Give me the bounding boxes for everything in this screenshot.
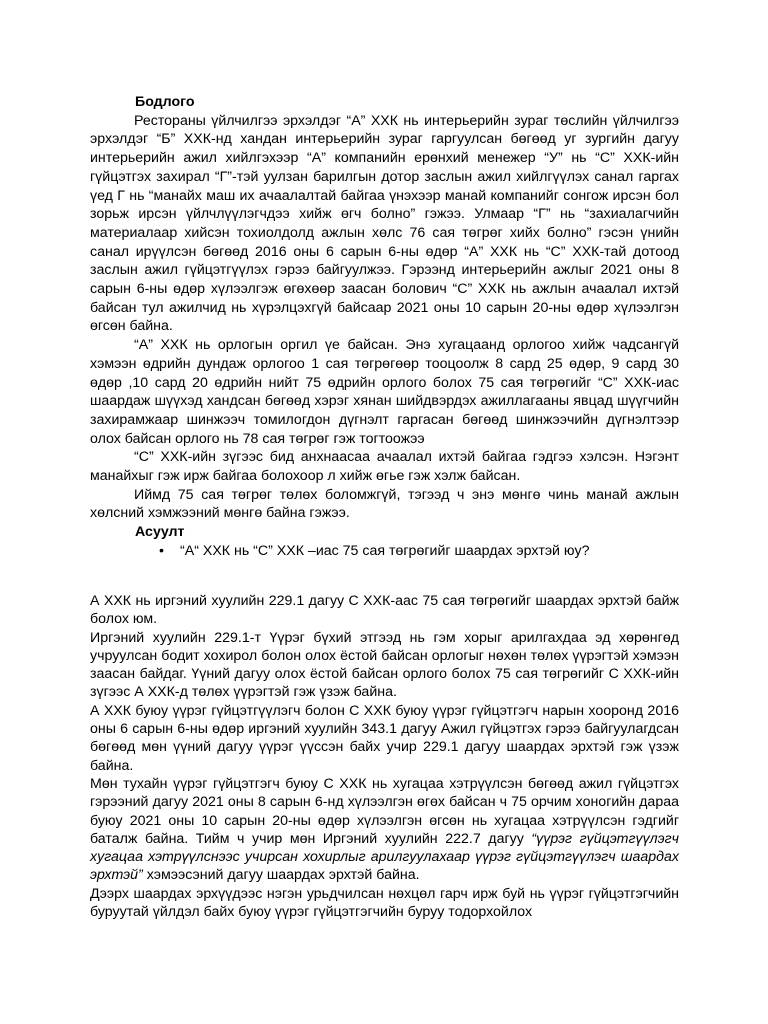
question-heading: Асуулт [135, 524, 185, 541]
answer-paragraph: Дээрх шаардах эрхүүдээс нэгэн урьдчилсан нөхцөл гарч ирж буй нь үүрэг гүйцэтгэгчийн буруутай үйлдэл байх буюу үүрэг гүйцэтгэгчийн буруу тодорхойлох [90, 885, 679, 921]
question-item [159, 542, 679, 561]
question-text: “А“ ХХК нь “С” ХХК –иас 75 сая төгрөгийг шаардах эрхтэй юу? [180, 542, 590, 559]
answer-paragraph: А ХХК буюу үүрэг гүйцэтгүүлэгч болон С ХХК буюу үүрэг гүйцэтгэгч нарын хооронд 2016 оны 6 сарын 6-ны өдөр иргэний хуулийн 343.1 дагуу Ажил гүйцэтгэх гэрээ байгуулагдсан бөгөөд мөн үүний дагуу үүрэг үүссэн байх учир 229.1 дагуу шаардах эрхтэй гэж үзэж байна. [90, 702, 679, 774]
problem-section [90, 93, 679, 561]
problem-paragraph: “С” ХХК-ийн зүгээс бид анхнаасаа ачаалал ихтэй байгаа гэдгээ хэлсэн. Нэгэнт манайхыг гэж ирж байгаа болохоор л хийж өгье гэж хэлж байсан. [90, 449, 679, 485]
bullet-icon: • [159, 542, 164, 559]
answer-text: хэмээсэний дагуу шаардах эрхтэй байна. [142, 867, 420, 884]
problem-heading: Бодлого [135, 94, 195, 110]
answer-paragraph: А ХХК нь иргэний хуулийн 229.1 дагуу С ХХК-аас 75 сая төгрөгийг шаардах эрхтэй байж болох юм. [90, 593, 679, 628]
problem-paragraph: Иймд 75 сая төгрөг төлөх боломжгүй, тэгээд ч энэ мөнгө чинь манай ажлын хөлсний хэмжээний мөнгө байна гэжээ. [90, 486, 679, 522]
answer-paragraph: Иргэний хуулийн 229.1-т Үүрэг бүхий этгээд нь гэм хорыг арилгахдаа эд хөрөнгөд учруулсан бодит хохирол болон олох ёстой байсан орлогыг нөхөн төлөх үүрэгтэй хэмээн заасан байдаг. Үүний дагуу олох ёстой байсан орлого болох 75 сая төгрөгийг С ХХК-ийн зүгээс А ХХК-д төлөх үүрэгтэй гэж үзэж байна. [90, 629, 679, 701]
problem-paragraph: “А” ХХК нь орлогын оргил үе байсан. Энэ хугацаанд орлогоо хийж чадсангүй хэмээн өдрийн дундаж орлогоо 1 сая төгрөгөөр тооцоолж 8 сард 25 өдөр, 9 сард 30 өдөр ,10 сард 20 өдрийн нийт 75 өдрийн орлого болох 75 сая төгрөгийг “С” ХХК-иас шаардаж шүүхэд хандсан бөгөөд хэрэг хянан шийдвэрдэх ажиллагааны явцад шүүгчийн захирамжаар шинжээч томилогдон дүгнэлт гаргасан бөгөөд шинжээчийн дүгнэлтээр олох байсан орлого нь 78 сая төгрөг гэж тогтоожээ [90, 337, 679, 447]
problem-paragraph: Рестораны үйлчилгээ эрхэлдэг “А” ХХК нь интерьерийн зураг төслийн үйлчилгээ эрхэлдэг “Б” ХХК-нд хандан интерьерийн зураг гаргуулсан бөгөөд уг зургийн дагуу интерьерийн ажил хийлгэхээр “А” компанийн ерөнхий менежер “У” нь “С” ХХК-ийн гүйцэтгэх захирал “Г”-тэй уулзан барилгын дотор заслын ажил хийлгүүлэх санал гаргах үед Г нь “манайх маш их ачаалалтай байгаа үнэхээр манай компанийг сонгож ирсэн бол зорьж ирсэн үйлчлүүлэгчдээ хийж өгч болно” гэжээ. Улмаар “Г” нь “захиалагчийн материалаар хийсэн тохиолдолд ажлын хөлс 76 сая төгрөг хийх болно” гэсэн үнийн санал ирүүлсэн бөгөөд 2016 оны 6 сарын 6-ны өдөр “А” ХХК нь “С” ХХК-тай дотоод заслын ажил гүйцэтгүүлэх гэрээ байгуулжээ. Гэрээнд интерьерийн ажлыг 2021 оны 8 сарын 6-ны өдөр хүлээлгэж өгөхөөр заасан болович “С” ХХК нь ажлын ачаалал ихтэй байсан тул ажилчид нь хүрэлцэхгүй байсаар 2021 оны 10 сарын 20-ны өдөр хүлээлгэн өгсөн байна. [90, 112, 679, 335]
answer-section [90, 592, 679, 921]
answer-paragraph [90, 775, 679, 885]
answer-text: Мөн тухайн үүрэг гүйцэтгэгч буюу С ХХК нь хугацаа хэтрүүлсэн бөгөөд ажил гүйцэтгэх гэрээний дагуу 2021 оны 8 сарын 6-нд хүлээлгэн өгөх байсан ч 75 орчим хоногийн дараа буюу 2021 оны 10 сарын 20-ны өдөр хүлээлгэн өгсөн нь хугацаа хэтрүүлсэн гэдгийг баталж байна. Тийм ч учир мөн Иргэний хуулийн 222.7 дагуу [90, 775, 679, 847]
law-quote: “үүрэг гүйцэтгүүлэгч хугацаа хэтрүүлснээс учирсан хохирлыг арилгуулахаар үүрэг гүйцэтгүүлэгч шаардах эрхтэй” [90, 830, 679, 884]
